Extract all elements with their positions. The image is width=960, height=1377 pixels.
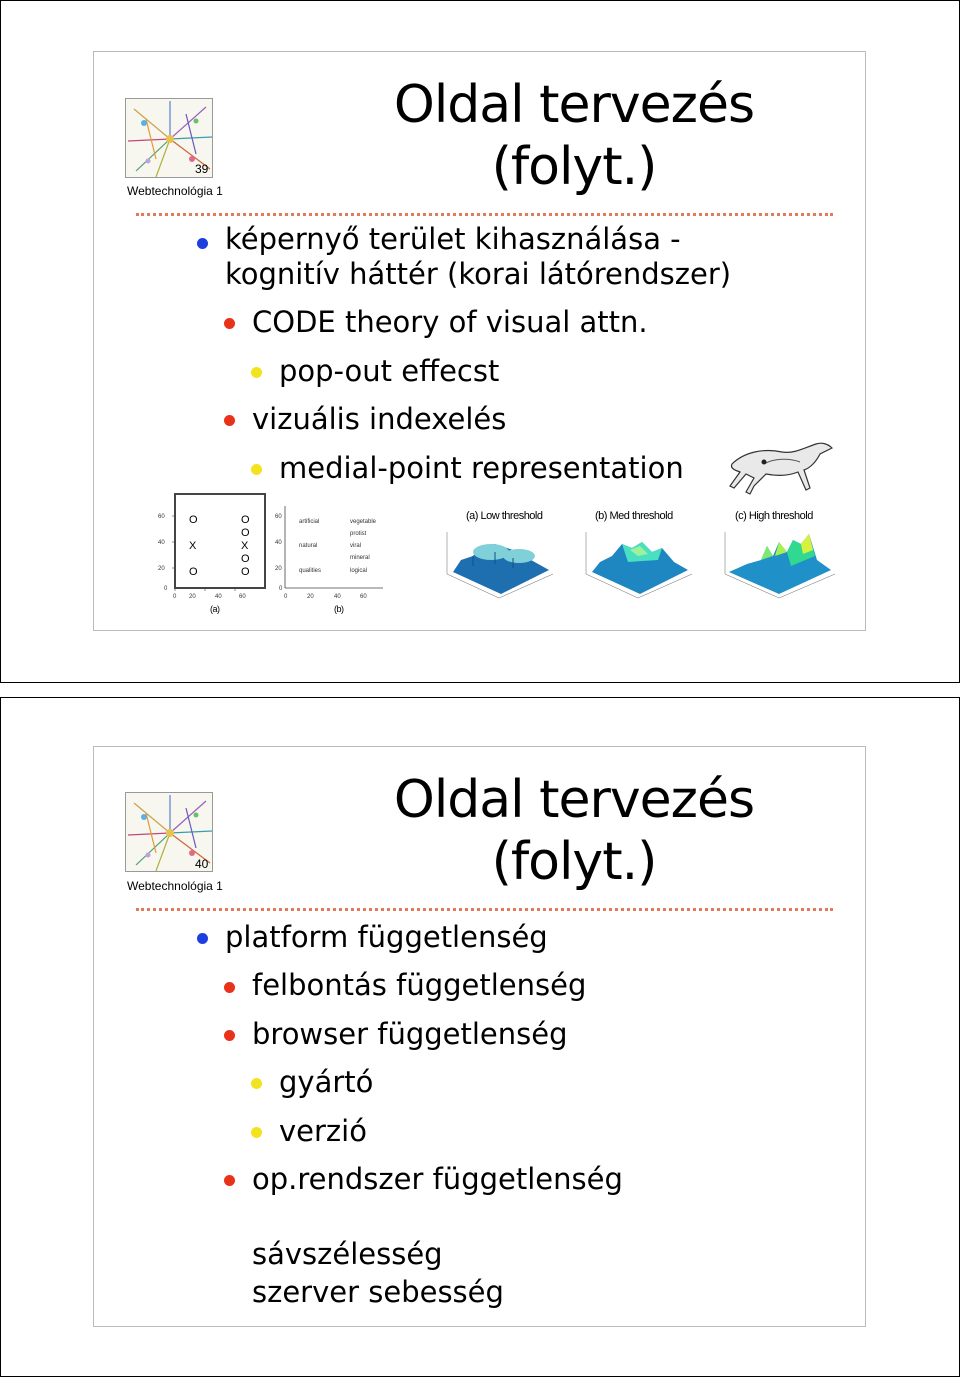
panel-b-word: vegetable: [350, 519, 377, 525]
panel-a-symbol: O: [189, 566, 198, 578]
slide-39: [93, 51, 866, 631]
page-number: 39: [195, 162, 209, 176]
bullet-item: pop-out effecst: [279, 354, 500, 388]
bullet-item: képernyő terület kihasználása -: [225, 222, 681, 256]
figure-panel-a: [159, 492, 269, 610]
course-label: Webtechnológia 1: [127, 879, 223, 893]
panel-b-word: artificial: [299, 519, 320, 525]
panel-b-word: logical: [350, 568, 368, 574]
y-tick-label: 60: [275, 514, 282, 520]
bullet-red-icon: [224, 982, 235, 993]
slide-title-line-2: (folyt.): [491, 137, 657, 198]
slide-title-line-1: Oldal tervezés: [393, 75, 755, 135]
slide-title-line-2: (folyt.): [491, 832, 657, 893]
bullet-yellow-icon: [251, 464, 262, 475]
bullet-item: verzió: [279, 1114, 367, 1148]
greyhound-image: [724, 434, 836, 498]
page-number: 40: [195, 857, 209, 871]
bullet-blue-icon: [197, 238, 208, 249]
panel-a-symbol: X: [241, 540, 248, 552]
bullet-item: browser függetlenség: [252, 1017, 568, 1051]
x-tick-label: 20: [189, 594, 196, 600]
panel-b-word: mineral: [350, 555, 370, 561]
x-tick-label: 20: [307, 594, 314, 600]
panel-a-symbol: O: [189, 514, 198, 526]
panel-b-caption: (b): [334, 604, 344, 614]
bullet-item: platform függetlenség: [225, 920, 548, 954]
y-tick-label: 20: [158, 566, 165, 572]
title-divider: [136, 213, 833, 216]
surface-caption: (b) Med threshold: [595, 510, 673, 522]
x-tick-label: 0: [173, 594, 177, 600]
y-tick-label: 0: [164, 586, 168, 592]
panel-a-symbol: X: [189, 540, 196, 552]
bullet-item: CODE theory of visual attn.: [252, 305, 648, 339]
x-tick-label: 0: [284, 594, 288, 600]
bullet-item: gyártó: [279, 1065, 374, 1099]
x-tick-label: 60: [239, 594, 246, 600]
x-tick-label: 60: [360, 594, 367, 600]
surface-caption: (c) High threshold: [735, 510, 813, 522]
surface-plot-med-image: [578, 522, 698, 602]
surface-plot-low-image: [439, 522, 559, 602]
bullet-red-icon: [224, 415, 235, 426]
course-label: Webtechnológia 1: [127, 184, 223, 198]
slide-title-line-1: Oldal tervezés: [393, 770, 755, 830]
y-tick-label: 20: [275, 566, 282, 572]
panel-a-symbol: O: [241, 527, 250, 539]
y-tick-label: 40: [158, 540, 165, 546]
slide-title: [294, 74, 854, 199]
y-tick-label: 0: [279, 586, 283, 592]
panel-b-word: qualities: [299, 568, 322, 574]
bullet-item: felbontás függetlenség: [252, 968, 587, 1002]
bullet-blue-icon: [197, 933, 208, 944]
bullet-item: vizuális indexelés: [252, 402, 507, 436]
slide-40: [93, 746, 866, 1327]
y-tick-label: 60: [158, 514, 165, 520]
bullet-item: medial-point representation: [279, 451, 684, 485]
panel-b-word: natural: [299, 543, 318, 549]
surface-caption: (a) Low threshold: [466, 510, 543, 522]
extra-line: sávszélesség: [252, 1237, 443, 1271]
bullet-item: kognitív háttér (korai látórendszer): [225, 257, 732, 291]
bullet-red-icon: [224, 1030, 235, 1041]
bullet-item: op.rendszer függetlenség: [252, 1162, 623, 1196]
panel-a-symbol: O: [241, 514, 250, 526]
panel-a-caption: (a): [210, 604, 220, 614]
y-tick-label: 40: [275, 540, 282, 546]
bullet-red-icon: [224, 318, 235, 329]
panel-b-word: protist: [350, 531, 367, 537]
x-tick-label: 40: [334, 594, 341, 600]
title-divider: [136, 908, 833, 911]
panel-a-symbol: O: [241, 566, 250, 578]
extra-line: szerver sebesség: [252, 1275, 504, 1309]
surface-plot-high-image: [717, 522, 842, 602]
panel-a-symbol: O: [241, 553, 250, 565]
bullet-red-icon: [224, 1175, 235, 1186]
bullet-yellow-icon: [251, 367, 262, 378]
bullet-yellow-icon: [251, 1078, 262, 1089]
panel-b-word: viral: [350, 543, 362, 549]
slide-title: [294, 769, 854, 894]
bullet-yellow-icon: [251, 1127, 262, 1138]
x-tick-label: 40: [215, 594, 222, 600]
